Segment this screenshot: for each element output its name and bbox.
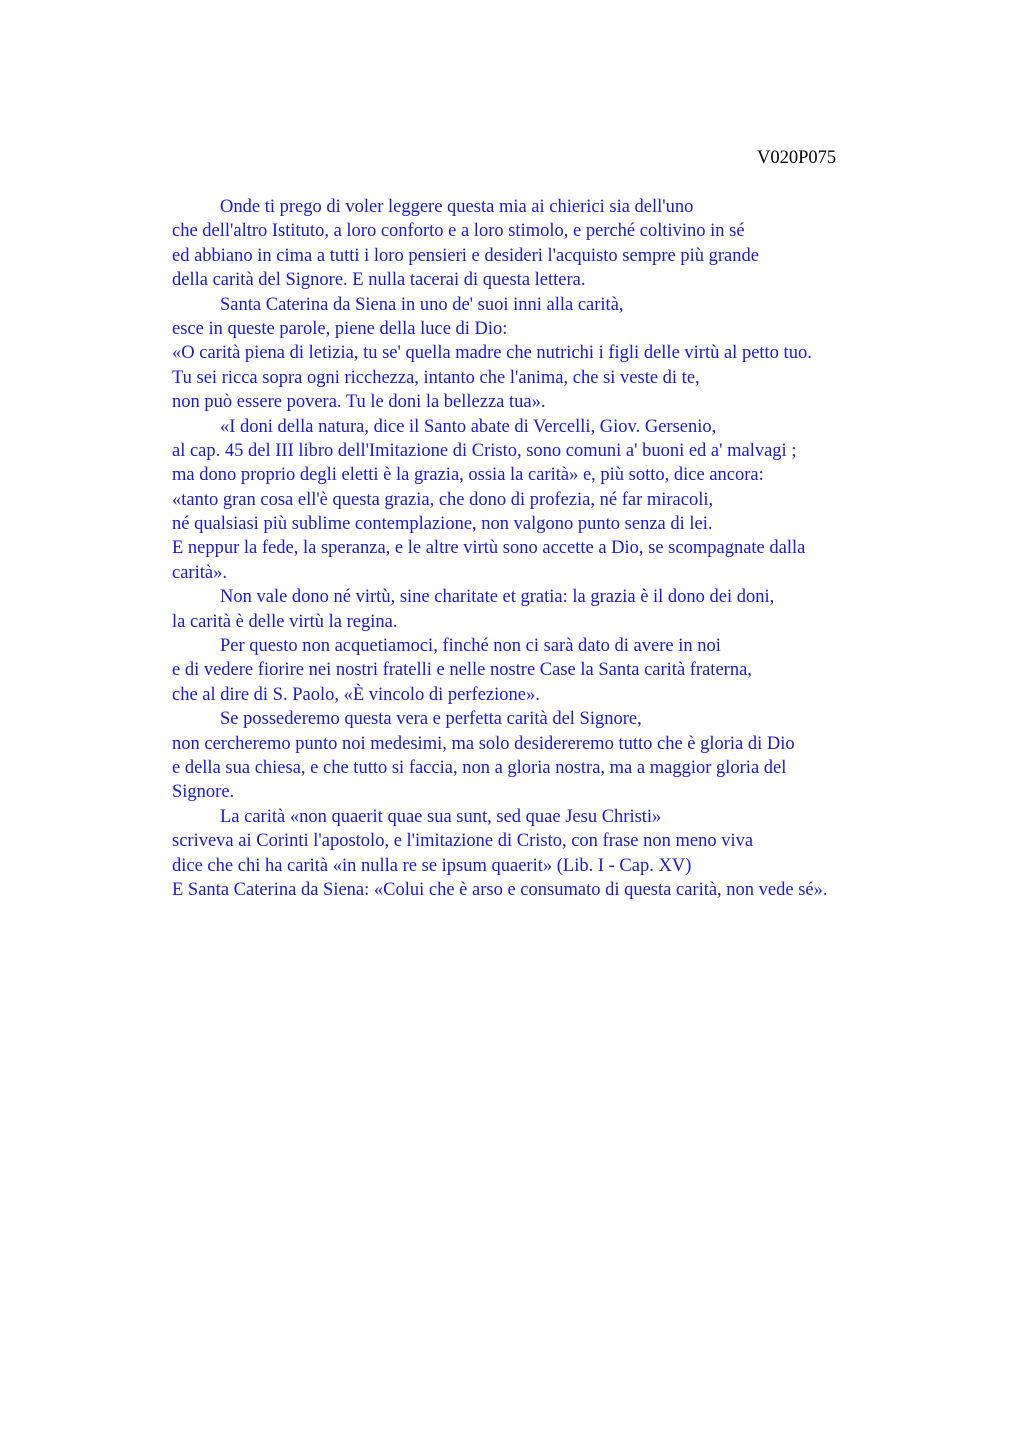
page-code: V020P075 <box>757 148 837 168</box>
text-line: Se possederemo questa vera e perfetta carità del Signore, <box>220 709 642 730</box>
text-line: La carità «non quaerit quae sua sunt, sed quae Jesu Christi» <box>220 806 662 827</box>
text-line: Santa Caterina da Siena in uno de' suoi inni alla carità, <box>220 294 624 315</box>
text-line: «I doni della natura, dice il Santo abate di Vercelli, Giov. Gersenio, <box>220 416 717 437</box>
text-line: Per questo non acquetiamoci, finché non ci sarà dato di avere in noi <box>220 636 721 657</box>
text-line: e di vedere fiorire nei nostri fratelli e nelle nostre Case la Santa carità fraterna, <box>172 660 752 681</box>
text-line: la carità è delle virtù la regina. <box>172 611 398 632</box>
text-line: ma dono proprio degli eletti è la grazia, ossia la carità» e, più sotto, dice ancora: <box>172 465 764 486</box>
text-line: «tanto gran cosa ell'è questa grazia, che dono di profezia, né far miracoli, <box>172 489 714 510</box>
text-line: né qualsiasi più sublime contemplazione, non valgono punto senza di lei. <box>172 514 713 535</box>
letter-body <box>172 195 932 902</box>
text-line: Signore. <box>172 782 235 803</box>
text-line: che dell'altro Istituto, a loro conforto e a loro stimolo, e perché coltivino in sé <box>172 221 745 242</box>
text-line: dice che chi ha carità «in nulla re se ipsum quaerit» (Lib. I - Cap. XV) <box>172 855 692 876</box>
text-line: Non vale dono né virtù, sine charitate et gratia: la grazia è il dono dei doni, <box>220 587 775 608</box>
text-line: della carità del Signore. E nulla tacerai di questa lettera. <box>172 270 586 291</box>
text-line: «O carità piena di letizia, tu se' quella madre che nutrichi i figli delle virtù al petto tuo. <box>172 343 812 364</box>
text-line: E Santa Caterina da Siena: «Colui che è arso e consumato di questa carità, non vede sé». <box>172 879 828 900</box>
text-line: Onde ti prego di voler leggere questa mia ai chierici sia dell'uno <box>220 197 694 217</box>
text-line: E neppur la fede, la speranza, e le altre virtù sono accette a Dio, se scompagnate dalla <box>172 538 806 559</box>
text-line: al cap. 45 del III libro dell'Imitazione di Cristo, sono comuni a' buoni ed a' malvagi ; <box>172 440 797 461</box>
text-line: esce in queste parole, piene della luce di Dio: <box>172 318 508 339</box>
text-line: carità». <box>172 562 227 583</box>
text-line: ed abbiano in cima a tutti i loro pensieri e desideri l'acquisto sempre più grande <box>172 245 759 266</box>
text-line: non può essere povera. Tu le doni la bellezza tua». <box>172 392 546 413</box>
text-line: non cercheremo punto noi medesimi, ma solo desidereremo tutto che è gloria di Dio <box>172 733 795 754</box>
text-line: e della sua chiesa, e che tutto si faccia, non a gloria nostra, ma a maggior gloria del <box>172 757 787 778</box>
text-line: scriveva ai Corinti l'apostolo, e l'imitazione di Cristo, con frase non meno viva <box>172 831 754 852</box>
text-line: che al dire di S. Paolo, «È vincolo di perfezione». <box>172 684 540 705</box>
text-line: Tu sei ricca sopra ogni ricchezza, intanto che l'anima, che si veste di te, <box>172 367 700 388</box>
